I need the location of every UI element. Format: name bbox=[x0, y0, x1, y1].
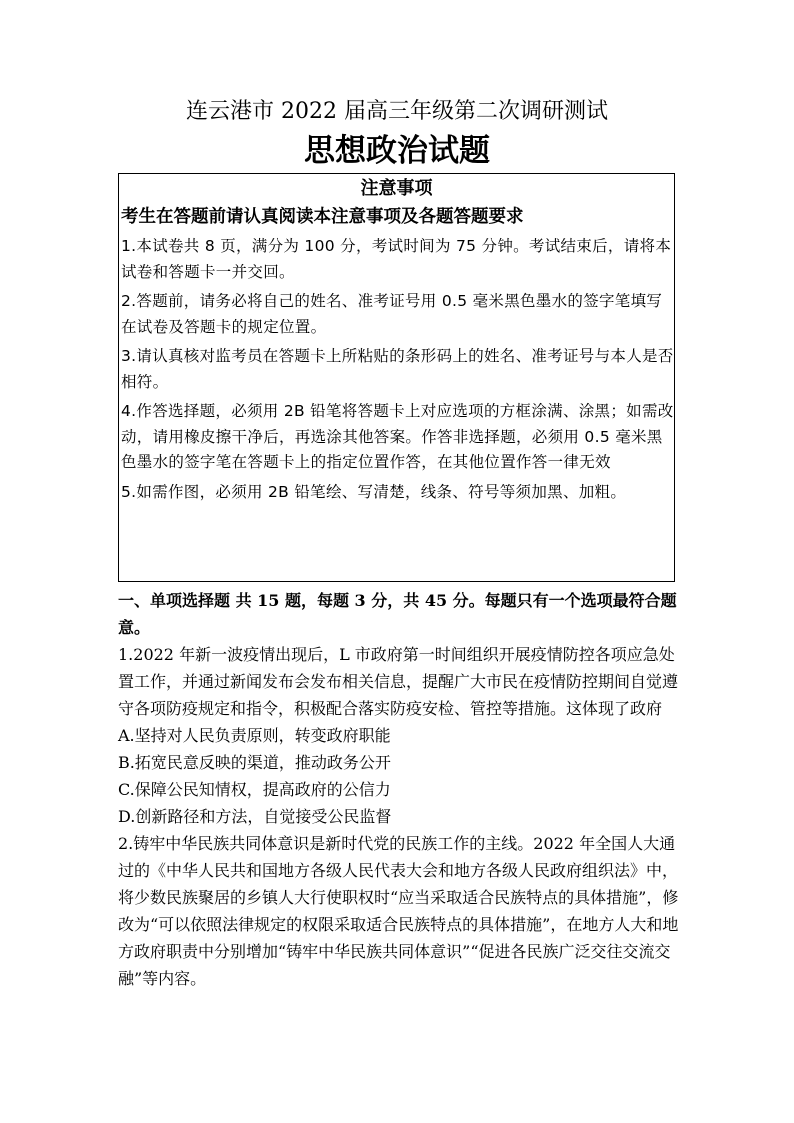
notice-item: 1.本试卷共 8 页，满分为 100 分，考试时间为 75 分钟。考试结束后，请将本试卷和答题卡一并交回。 bbox=[121, 237, 672, 281]
question-1-option-a: A.坚持对人民负责原则，转变政府职能 bbox=[118, 726, 391, 745]
notice-item: 3.请认真核对监考员在答题卡上所粘贴的条形码上的姓名、准考证号与本人是否相符。 bbox=[121, 347, 674, 391]
question-content bbox=[118, 587, 683, 992]
question-1-option-d: D.创新路径和方法，自觉接受公民监督 bbox=[118, 807, 392, 826]
subject-title: 思想政治试题 bbox=[304, 133, 490, 169]
exam-title: 连云港市 2022 届高三年级第二次调研测试 bbox=[186, 99, 608, 124]
notice-subtitle: 考生在答题前请认真阅读本注意事项及各题答题要求 bbox=[121, 207, 524, 227]
notice-list bbox=[121, 234, 674, 509]
notice-title: 注意事项 bbox=[360, 178, 433, 199]
question-1-option-c: C.保障公民知情权，提高政府的公信力 bbox=[118, 780, 391, 799]
question-1-option-b: B.拓宽民意反映的渠道，推动政务公开 bbox=[118, 753, 391, 772]
notice-item: 4.作答选择题，必须用 2B 铅笔将答题卡上对应选项的方框涂满、涂黑；如需改动，请用橡皮擦干净后，再选涂其他答案。作答非选择题，必须用 0.5 毫米黑色墨水的签字笔在答题卡上的指定位置作答，在其他位置作答一律无效 bbox=[121, 402, 674, 471]
section-heading: 一、单项选择题 共 15 题，每题 3 分，共 45 分。每题只有一个选项最符合题意。 bbox=[118, 591, 677, 637]
question-2-stem: 2.铸牢中华民族共同体意识是新时代党的民族工作的主线。2022 年全国人大通过的《中华人民共和国地方各级人民代表大会和地方各级人民政府组织法》中，将少数民族聚居的乡镇人大行使职权时“应当采取适合民族特点的具体措施”，修改为“可以依照法律规定的权限采取适合民族特点的具体措施”，在地方人大和地方政府职责中分别增加“铸牢中华民族共同体意识”“促进各民族广泛交往交流交融”等内容。 bbox=[118, 834, 679, 988]
notice-item: 2.答题前，请务必将自己的姓名、准考证号用 0.5 毫米黑色墨水的签字笔填写在试卷及答题卡的规定位置。 bbox=[121, 292, 663, 336]
notice-box bbox=[118, 173, 675, 582]
notice-item: 5.如需作图，必须用 2B 铅笔绘、写清楚，线条、符号等须加黑、加粗。 bbox=[121, 482, 627, 501]
question-1-stem: 1.2022 年新一波疫情出现后，L 市政府第一时间组织开展疫情防控各项应急处置工作，并通过新闻发布会发布相关信息，提醒广大市民在疫情防控期间自觉遵守各项防疫规定和指令，积极配合落实防疫安检、管控等措施。这体现了政府 bbox=[118, 645, 679, 718]
